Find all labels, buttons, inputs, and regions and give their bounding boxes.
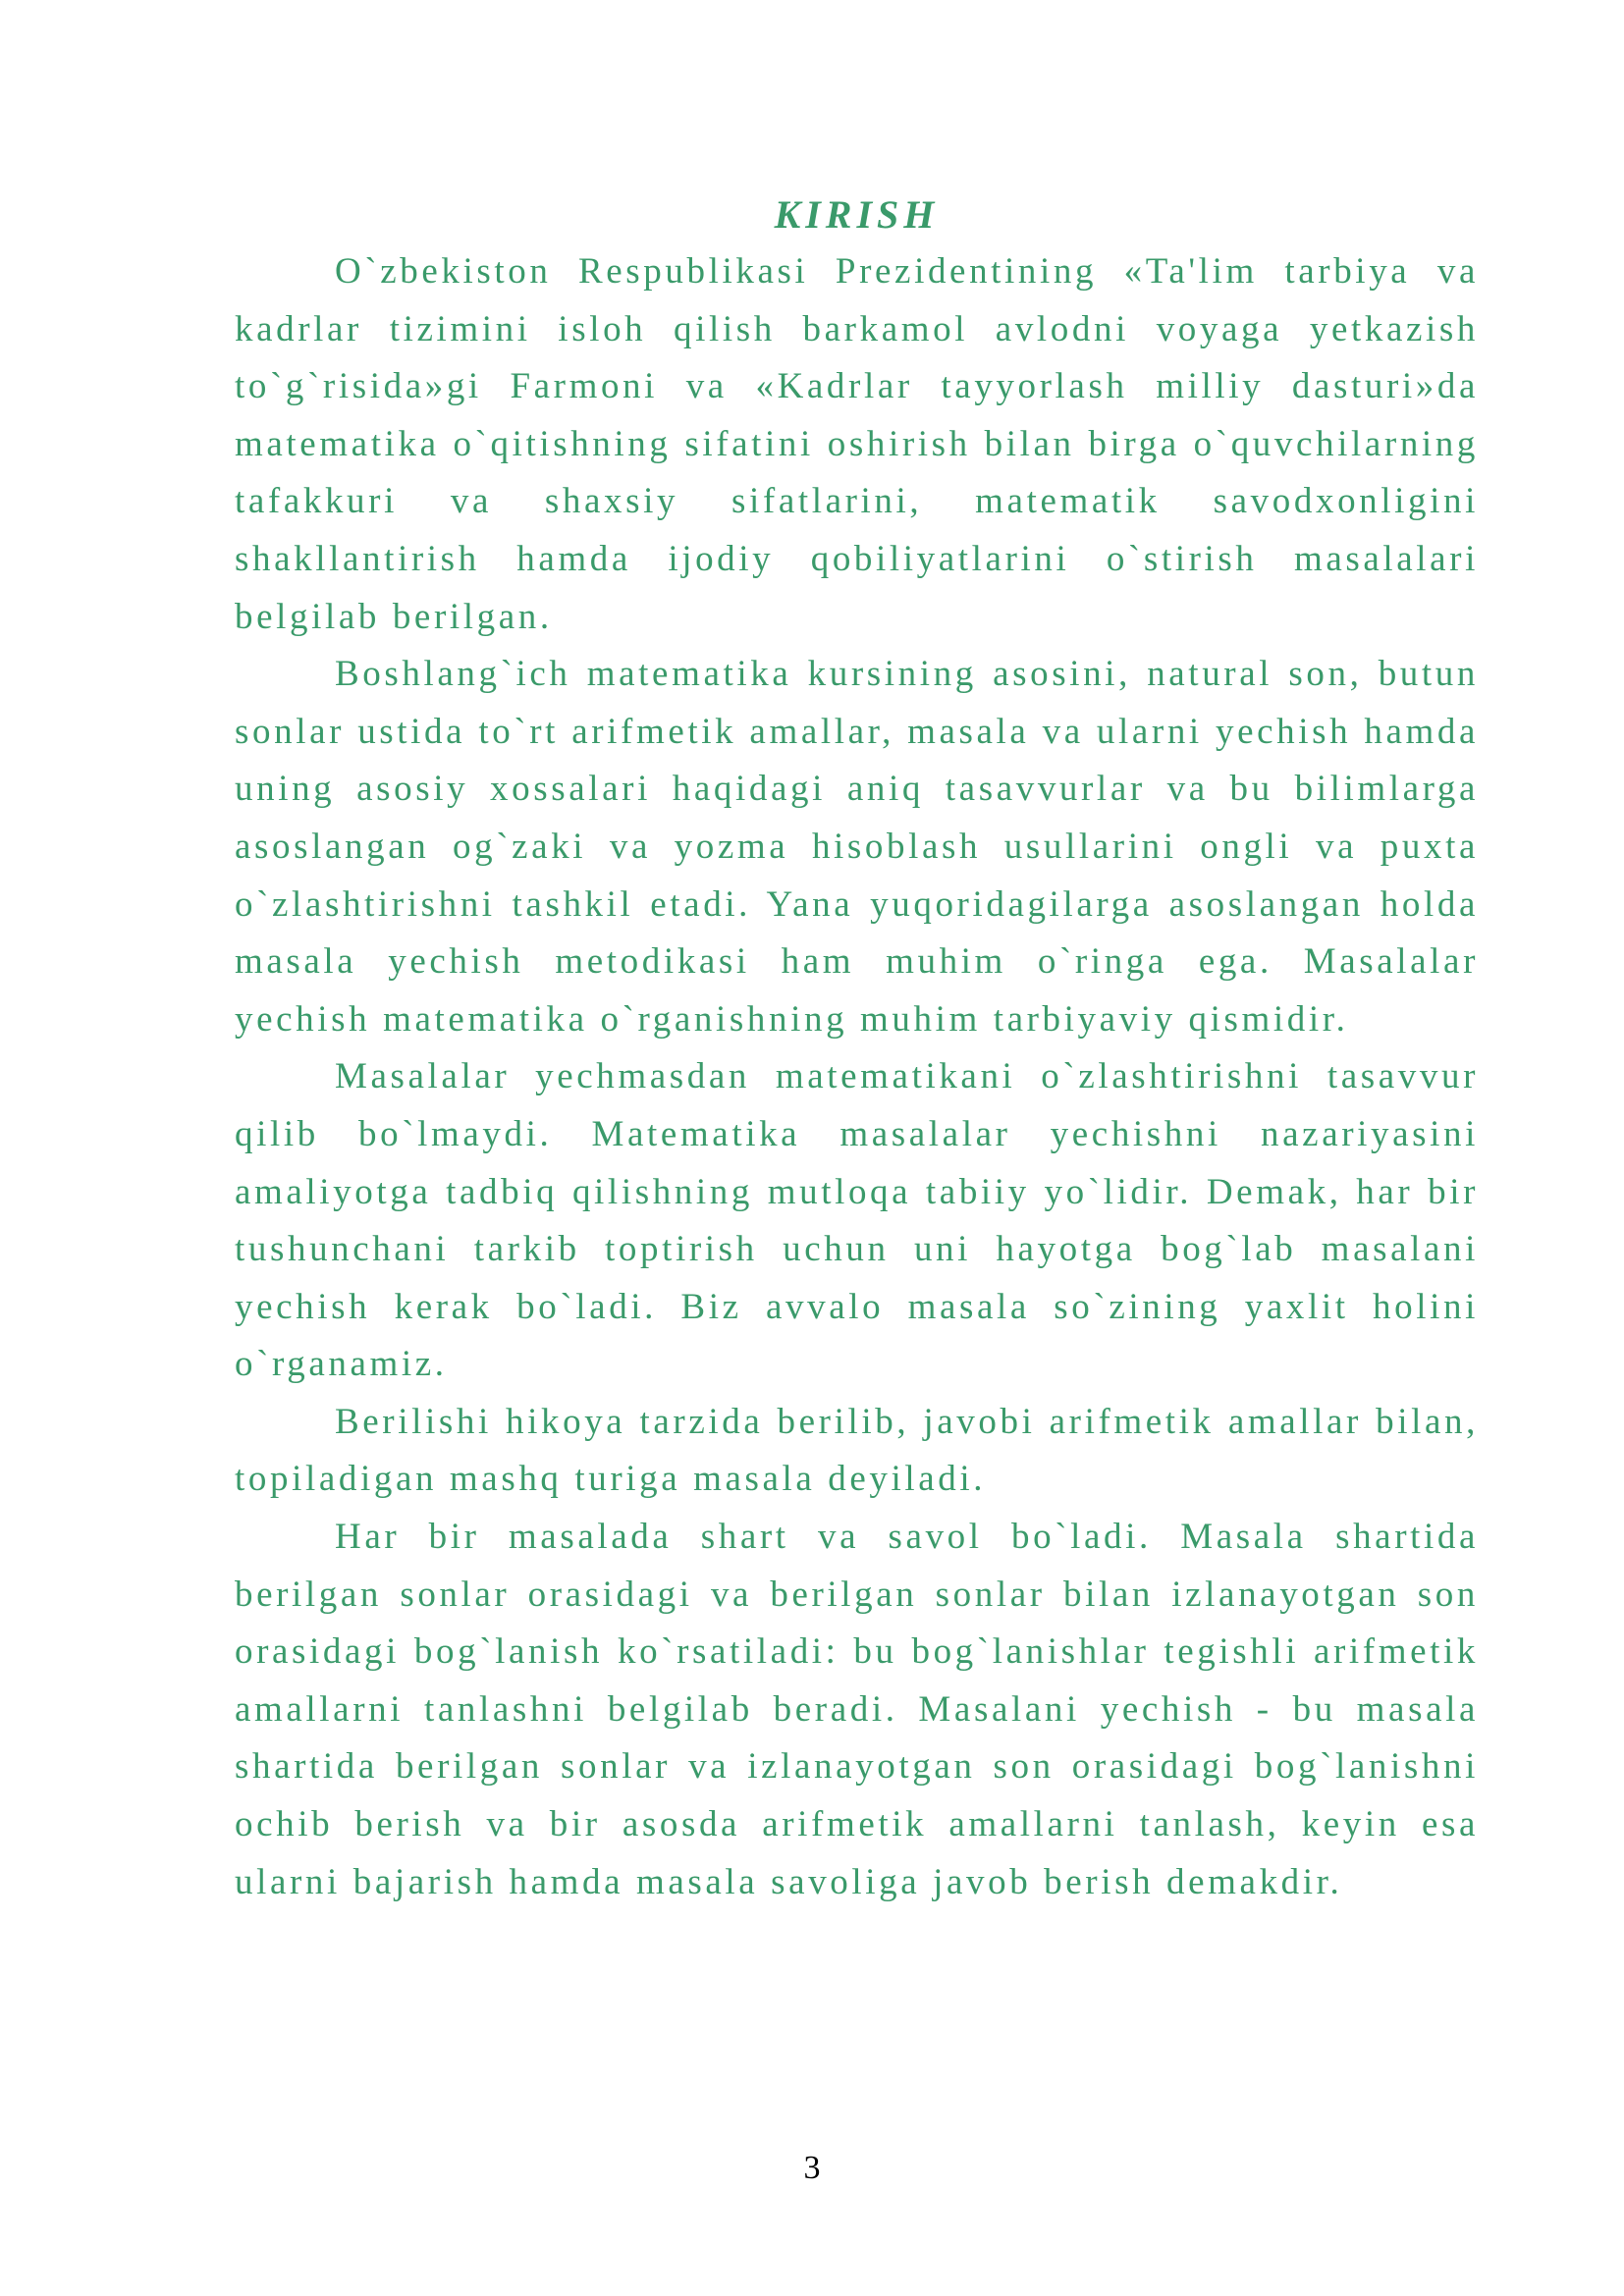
paragraph-3: Masalalar yechmasdan matematikani o`zlashtirishni tasavvur qilib bo`lmaydi. Matematika masalalar yechishni nazariyasini amaliyotga tadbiq qilishning mutloqa tabiiy yo`lidir. Demak, har bir tushunchani tarkib toptirish uchun uni hayotga bog`lab masalani yechish kerak bo`ladi. Biz avvalo masala so`zining yaxlit holini o`rganamiz.	[235, 1056, 1479, 1385]
page-number: 3	[803, 2150, 821, 2186]
paragraph-2: Boshlang`ich matematika kursining asosini, natural son, butun sonlar ustida to`rt arifmetik amallar, masala va ularni yechish hamda uning asosiy xossalari haqidagi aniq tasavvurlar va bu bilimlarga asoslangan og`zaki va yozma hisoblash usullarini ongli va puxta o`zlashtirishni tashkil etadi. Yana yuqoridagilarga asoslangan holda masala yechish metodikasi ham muhim o`ringa ega. Masalalar yechish matematika o`rganishning muhim tarbiyaviy qismidir.	[235, 654, 1479, 1040]
paragraph-4: Berilishi hikoya tarzida berilib, javobi arifmetik amallar bilan, topiladigan mashq turiga masala deyiladi.	[235, 1401, 1479, 1500]
paragraph-5: Har bir masalada shart va savol bo`ladi. Masala shartida berilgan sonlar orasidagi va berilgan sonlar bilan izlanayotgan son orasidagi bog`lanish ko`rsatiladi: bu bog`lanishlar tegishli arifmetik amallarni tanlashni belgilab beradi. Masalani yechish - bu masala shartida berilgan sonlar va izlanayotgan son orasidagi bog`lanishni ochib berish va bir asosda arifmetik amallarni tanlash, keyin esa ularni bajarish hamda masala savoliga javob berish demakdir.	[235, 1517, 1479, 1902]
document-body	[235, 187, 1479, 1911]
paragraph-1: O`zbekiston Respublikasi Prezidentining «Ta'lim tarbiya va kadrlar tizimini isloh qilish barkamol avlodni voyaga yetkazish to`g`risida»gi Farmoni va «Kadrlar tayyorlash milliy dasturi»da matematika o`qitishning sifatini oshirish bilan birga o`quvchilarning tafakkuri va shaxsiy sifatlarini, matematik savodxonligini shakllantirish hamda ijodiy qobiliyatlarini o`stirish masalalari belgilab berilgan.	[235, 251, 1479, 637]
section-title: KIRISH	[774, 192, 940, 237]
